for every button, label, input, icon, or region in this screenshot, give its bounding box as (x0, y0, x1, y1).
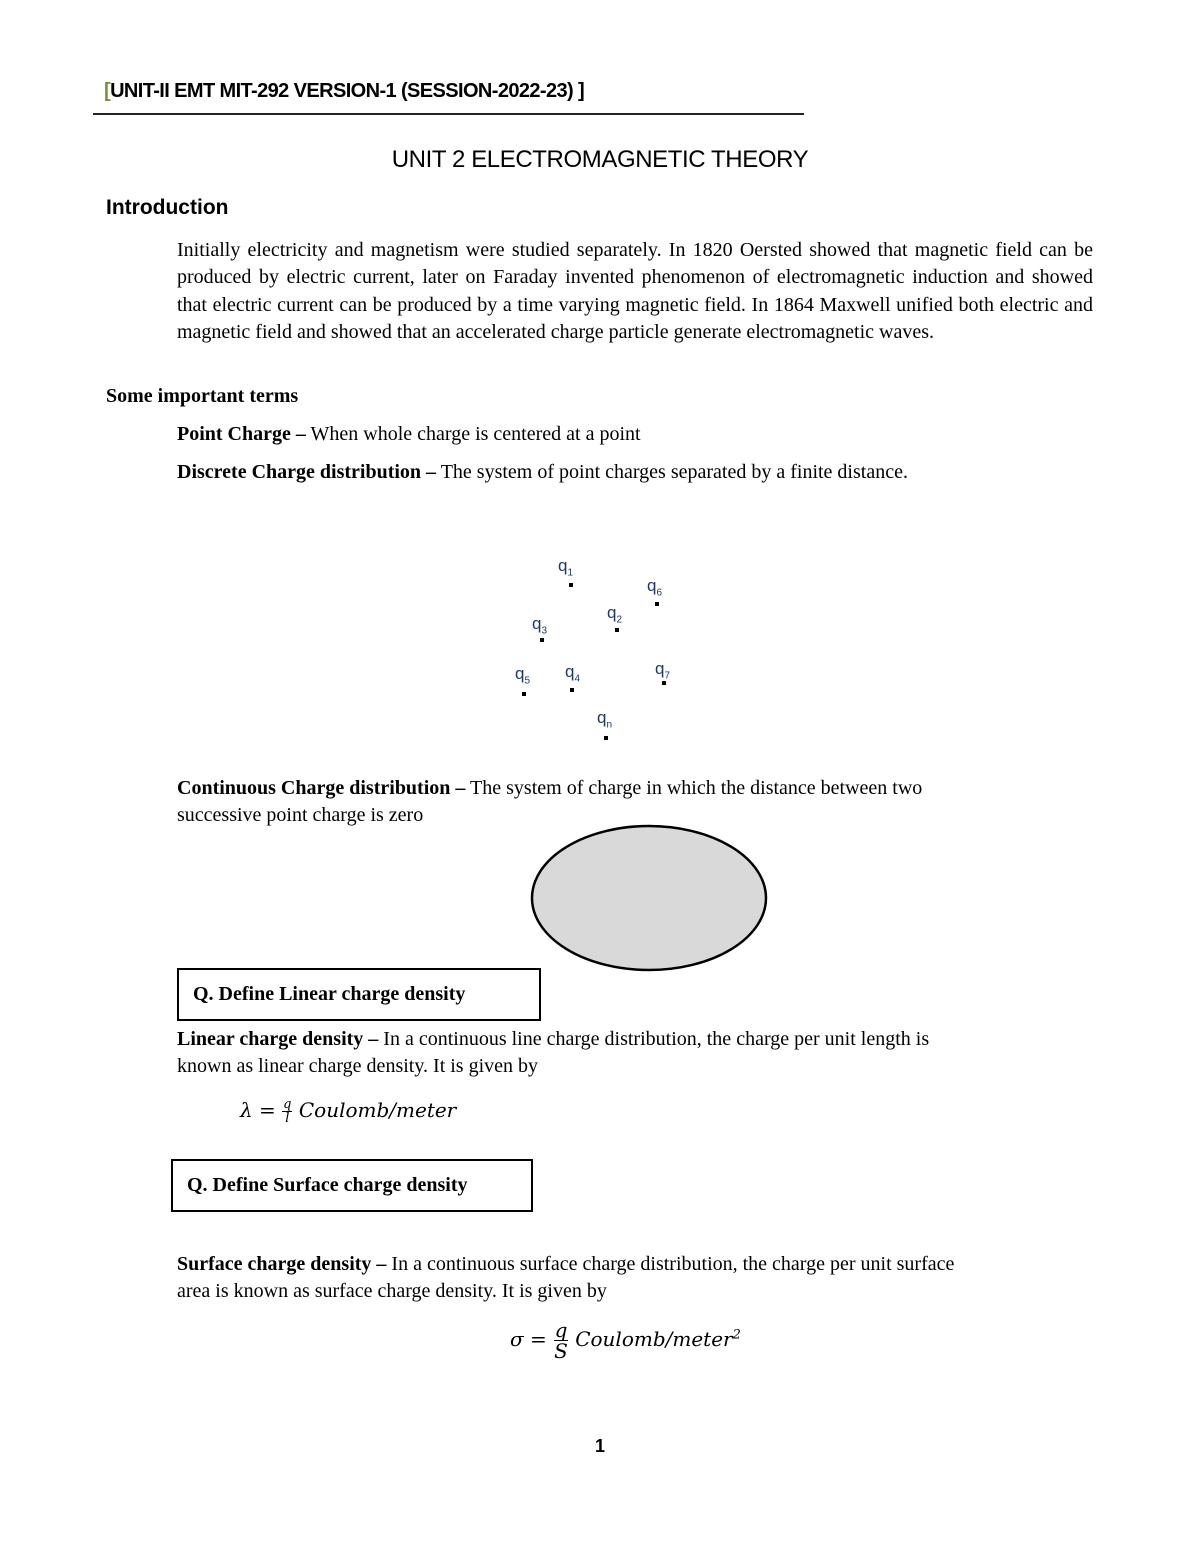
term: Continuous Charge distribution – (177, 777, 466, 799)
definition-cont: known as linear charge density. It is given by (177, 1055, 539, 1077)
term: Linear charge density – (177, 1028, 379, 1050)
charge-dot (662, 681, 666, 685)
linear-charge-definition (177, 1026, 929, 1080)
question-box-surface: Q. Define Surface charge density (171, 1159, 533, 1212)
charge-label: $q_4$ (565, 662, 581, 685)
surface-charge-definition (177, 1251, 954, 1305)
page-title: UNIT 2 ELECTROMAGNETIC THEORY (391, 146, 809, 173)
definition-cont: area is known as surface charge density. It is given by (177, 1280, 607, 1302)
term: Surface charge density – (177, 1253, 387, 1275)
continuous-charge-ellipse (528, 822, 770, 974)
definition: The system of point charges separated by a finite distance. (436, 461, 908, 483)
running-header (104, 80, 584, 103)
charge-label: $q_6$ (647, 576, 663, 599)
charge-label: $q_5$ (515, 664, 531, 687)
charge-dot (569, 583, 573, 587)
header-text: UNIT-II EMT MIT-292 VERSION-1 (SESSION-2022-23) ] (110, 80, 585, 102)
charge-label: $q_1$ (558, 556, 574, 579)
continuous-charge-definition (177, 775, 922, 829)
definition: In a continuous line charge distribution, the charge per unit length is (378, 1028, 930, 1050)
charge-dot (570, 688, 574, 692)
page-number: 1 (594, 1436, 605, 1456)
definition: The system of charge in which the distance between two (465, 777, 923, 799)
charge-label: $q_3$ (532, 614, 548, 637)
charge-label: $q_7$ (655, 659, 671, 682)
charge-dot (522, 692, 526, 696)
charge-dot (615, 628, 619, 632)
header-bracket: [ (104, 80, 111, 102)
discrete-charge-definition (177, 461, 908, 484)
term: Point Charge – (177, 423, 306, 445)
definition: When whole charge is centered at a point (305, 423, 641, 445)
introduction-heading: Introduction (106, 196, 229, 219)
terms-heading: Some important terms (106, 385, 299, 407)
charge-dot (655, 602, 659, 606)
charge-label: $q_2$ (607, 603, 623, 626)
introduction-paragraph: Initially electricity and magnetism were studied separately. In 1820 Oersted showed that magnetic field can be produced by electric current, later on Faraday invented phenomenon of electromagnetic induction and showed that electric current can be produced by a time varying magnetic field. In 1864 Maxwell unified both electric and magnetic field and showed that an accelerated charge particle generate electromagnetic waves. (177, 239, 1093, 343)
question-box-linear: Q. Define Linear charge density (177, 968, 541, 1021)
term: Discrete Charge distribution – (177, 461, 437, 483)
point-charge-definition (177, 423, 641, 446)
linear-density-formula: λ = $\frac{q}{l}$ Coulomb/meter (240, 1097, 457, 1126)
definition: In a continuous surface charge distribution, the charge per unit surface (386, 1253, 955, 1275)
charge-dot (604, 736, 608, 740)
charge-label: $q_n$ (597, 708, 613, 731)
header-rule (93, 113, 804, 115)
charge-dot (540, 638, 544, 642)
definition-cont: successive point charge is zero (177, 804, 424, 826)
surface-density-formula: σ = $\frac{q}{S}$ Coulomb/meter$^2$ (510, 1318, 741, 1363)
